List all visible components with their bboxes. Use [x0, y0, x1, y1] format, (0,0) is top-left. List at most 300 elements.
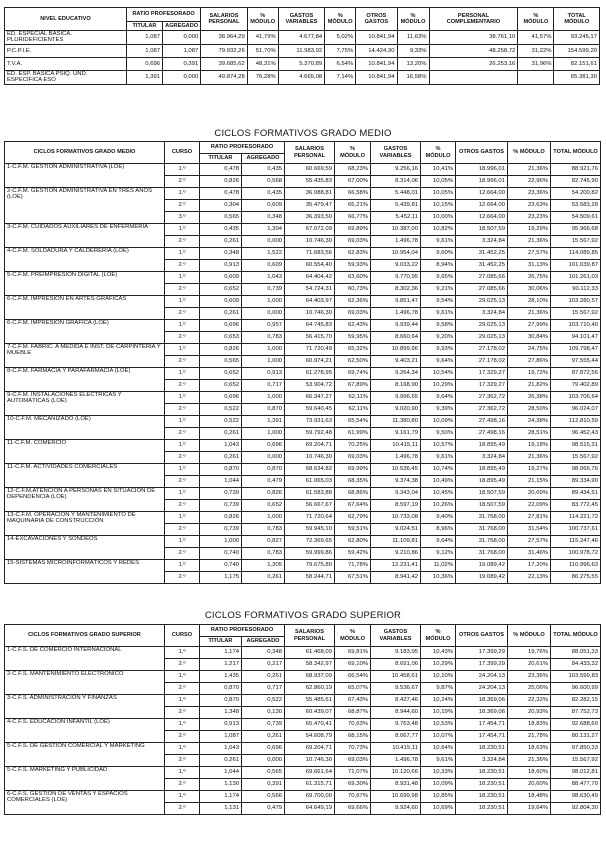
value-cell: 109.798,47 — [551, 344, 601, 356]
value-cell: 20,60% — [508, 779, 551, 791]
curso-cell: 1.º — [165, 743, 200, 755]
value-cell: 0,565 — [242, 767, 285, 779]
value-cell: 62,36% — [335, 296, 371, 308]
value-cell: 72.369,65 — [285, 536, 335, 548]
value-cell: 10,09% — [421, 416, 456, 428]
ciclo-name-cell: 2-C.F.S. MANTENIMIENTO ELECTRÓNICO — [5, 671, 165, 695]
value-cell: 73.931,63 — [285, 416, 335, 428]
header-ratio: RATIO PROFESORADO — [126, 8, 200, 22]
value-cell: 10,36% — [421, 572, 456, 584]
value-cell: 66.347,27 — [285, 392, 335, 404]
value-cell: 0,522 — [242, 695, 285, 707]
curso-cell: 2.º — [165, 755, 200, 767]
value-cell: 0,913 — [200, 719, 242, 731]
value-cell: 66,54% — [335, 671, 371, 683]
value-cell: 19.089,42 — [456, 560, 508, 572]
value-cell: 94.101,47 — [551, 332, 601, 344]
value-cell: 31,13% — [508, 260, 551, 272]
curso-cell: 2.º — [165, 260, 200, 272]
value-cell: 0,696 — [242, 440, 285, 452]
value-cell: 61.583,88 — [285, 488, 335, 500]
curso-cell: 2.º — [165, 500, 200, 512]
header-ratio: RATIO PROFESORADO — [200, 142, 285, 154]
nivel-educativo-table — [4, 7, 600, 85]
table-row — [5, 224, 601, 236]
value-cell: 13,20% — [397, 57, 429, 70]
row-label-cell: ED. ESPECIAL BÁSICA. PLURIDEFICIENTES — [5, 31, 127, 45]
value-cell: 17.329,27 — [456, 368, 508, 380]
value-cell: 9,64% — [421, 356, 456, 368]
value-cell: 64.403,97 — [285, 296, 335, 308]
header-personal-comp: PERSONAL COMPLEMENTARIO — [429, 8, 518, 31]
value-cell: 19,76% — [508, 647, 551, 659]
value-cell: 9,54% — [421, 296, 456, 308]
header-salarios: SALARIOS PERSONAL — [285, 625, 335, 647]
value-cell: 88.477,70 — [551, 779, 601, 791]
value-cell: 28,51% — [508, 428, 551, 440]
value-cell: 0,740 — [200, 548, 242, 560]
ciclo-name-cell: 1-C.F.S. DE COMERCIO INTERNACIONAL — [5, 647, 165, 671]
value-cell: 61.315,71 — [285, 779, 335, 791]
header-titular: TITULAR — [200, 154, 242, 164]
value-cell: 9.264,34 — [371, 368, 421, 380]
value-cell: 8.427,46 — [371, 695, 421, 707]
value-cell: 11,02% — [421, 560, 456, 572]
value-cell: 31.768,00 — [456, 536, 508, 548]
value-cell: 19,64% — [508, 803, 551, 815]
value-cell: 10.899,96 — [371, 344, 421, 356]
value-cell: 18.996,01 — [456, 176, 508, 188]
value-cell: 67,00% — [335, 176, 371, 188]
value-cell: 1,435 — [200, 671, 242, 683]
value-cell: 21,82% — [508, 380, 551, 392]
value-cell: 64.404,42 — [285, 272, 335, 284]
header-ciclo: CICLOS FORMATIVOS GRADO SUPERIOR — [5, 625, 165, 647]
value-cell: 8,94% — [421, 260, 456, 272]
value-cell: 10.415,11 — [371, 743, 421, 755]
value-cell: 18.230,51 — [456, 767, 508, 779]
value-cell: 11,63% — [397, 31, 429, 45]
value-cell: 0,391 — [163, 57, 201, 70]
value-cell: 4.677,84 — [278, 31, 324, 45]
value-cell: 22,13% — [508, 572, 551, 584]
value-cell: 58.244,71 — [285, 572, 335, 584]
value-cell: 49.874,28 — [201, 70, 247, 84]
value-cell: 24.204,13 — [456, 683, 508, 695]
value-cell: 87.872,56 — [551, 368, 601, 380]
value-cell: 24,38% — [508, 416, 551, 428]
value-cell: 18,60% — [508, 767, 551, 779]
value-cell: 9,60% — [421, 248, 456, 260]
value-cell: 10.387,00 — [371, 224, 421, 236]
value-cell: 9.020,90 — [371, 404, 421, 416]
value-cell: 114.221,72 — [551, 512, 601, 524]
value-cell: 20,69% — [508, 488, 551, 500]
curso-cell: 2.º — [165, 236, 200, 248]
header-titular: TITULAR — [200, 637, 242, 647]
value-cell: 1.496,78 — [371, 308, 421, 320]
value-cell: 1,522 — [242, 248, 285, 260]
value-cell: 9,61% — [421, 308, 456, 320]
header-gastos: GASTOS VARIABLES — [371, 142, 421, 164]
value-cell: 12.664,00 — [456, 212, 508, 224]
header-agregado: AGREGADO — [163, 22, 201, 31]
value-cell: 103.710,40 — [551, 320, 601, 332]
value-cell: 59.640,45 — [285, 404, 335, 416]
value-cell: 48,31% — [247, 57, 278, 70]
value-cell: 0,696 — [126, 57, 162, 70]
table-row — [5, 647, 601, 659]
value-cell: 59.945,10 — [285, 524, 335, 536]
value-cell: 66,58% — [335, 188, 371, 200]
ciclo-name-cell: 2-C.F.M. GESTIÓN ADMINISTRATIVA EN TRES AÑOS (LOE) — [5, 188, 165, 224]
value-cell: 0,826 — [242, 488, 285, 500]
value-cell: 8.944,60 — [371, 707, 421, 719]
value-cell: 68,87% — [335, 707, 371, 719]
value-cell: 66,77% — [335, 212, 371, 224]
value-cell: 38.964,29 — [201, 31, 247, 45]
value-cell: 59,93% — [335, 260, 371, 272]
value-cell: 4.665,08 — [278, 70, 324, 84]
ciclo-name-cell: 6-C.F.M. IMPRESIÓN EN ARTES GRÁFICAS — [5, 296, 165, 320]
value-cell: 27.498,16 — [456, 428, 508, 440]
curso-cell: 1.º — [165, 440, 200, 452]
ciclo-name-cell: 11-C.F.M. COMERCIO — [5, 440, 165, 464]
value-cell: 10,69% — [421, 803, 456, 815]
value-cell: 110.996,63 — [551, 560, 601, 572]
curso-cell: 1.º — [165, 164, 200, 176]
value-cell: 60,73% — [335, 284, 371, 296]
curso-cell: 1.º — [165, 188, 200, 200]
value-cell: 71.683,56 — [285, 248, 335, 260]
value-cell: 10,24% — [421, 695, 456, 707]
value-cell: 3.324,84 — [456, 236, 508, 248]
value-cell: 17.454,71 — [456, 719, 508, 731]
section-title-superior: CICLOS FORMATIVOS GRADO SUPERIOR — [204, 610, 402, 621]
value-cell: 88.051,33 — [551, 647, 601, 659]
value-cell: 27.362,72 — [456, 404, 508, 416]
value-cell: 82.282,15 — [551, 695, 601, 707]
value-cell: 8.691,06 — [371, 659, 421, 671]
value-cell: 8.314,06 — [371, 176, 421, 188]
value-cell: 10,05% — [421, 188, 456, 200]
value-cell: 9.763,48 — [371, 719, 421, 731]
value-cell: 27.178,02 — [456, 344, 508, 356]
value-cell: 82.151,61 — [554, 57, 600, 70]
value-cell: 12.664,00 — [456, 188, 508, 200]
value-cell: 98.630,49 — [551, 791, 601, 803]
value-cell: 27.085,66 — [456, 284, 508, 296]
value-cell: 18.230,51 — [456, 791, 508, 803]
value-cell: 22,96% — [508, 176, 551, 188]
value-cell: 83.772,45 — [551, 500, 601, 512]
value-cell: 1,304 — [242, 224, 285, 236]
value-cell: 62,11% — [335, 392, 371, 404]
value-cell: 36.088,81 — [285, 188, 335, 200]
curso-cell: 2.º — [165, 779, 200, 791]
value-cell: 28,50% — [508, 404, 551, 416]
value-cell: 9,64% — [421, 392, 456, 404]
value-cell: 8.597,19 — [371, 500, 421, 512]
value-cell: 19.089,42 — [456, 572, 508, 584]
value-cell: 0,566 — [242, 791, 285, 803]
value-cell: 22,32% — [508, 695, 551, 707]
value-cell: 9,40% — [421, 512, 456, 524]
value-cell: 0,130 — [242, 707, 285, 719]
value-cell: 92.804,30 — [551, 803, 601, 815]
value-cell: 9,65% — [421, 272, 456, 284]
value-cell: 10,15% — [421, 200, 456, 212]
value-cell: 67,64% — [335, 500, 371, 512]
value-cell: 10.841,94 — [356, 31, 397, 45]
value-cell: 1,305 — [242, 560, 285, 572]
header-curso: CURSO — [165, 625, 200, 647]
curso-cell: 2.º — [165, 356, 200, 368]
value-cell: 1,087 — [163, 44, 201, 57]
value-cell: 10.746,30 — [285, 308, 335, 320]
value-cell: 63,60% — [335, 272, 371, 284]
table-row — [5, 344, 601, 356]
value-cell: 68,23% — [335, 164, 371, 176]
header-total: TOTAL MÓDULO — [551, 142, 601, 164]
value-cell: 67,89% — [335, 380, 371, 392]
value-cell: 53.904,72 — [285, 380, 335, 392]
curso-cell: 1.º — [165, 344, 200, 356]
value-cell: 8.302,36 — [371, 284, 421, 296]
value-cell: 27,81% — [508, 512, 551, 524]
value-cell: 0,913 — [242, 368, 285, 380]
value-cell: 11.109,81 — [371, 536, 421, 548]
ciclo-name-cell: 11-C.F.M. ACTIVIDADES COMERCIALES — [5, 464, 165, 488]
value-cell: 27,57% — [508, 248, 551, 260]
value-cell: 0,652 — [242, 500, 285, 512]
value-cell: 0,261 — [200, 236, 242, 248]
row-label-cell: ED. ESP. BÁSICA PSIQ. UND. ESPECÍFICA ESO — [5, 70, 127, 84]
value-cell: 65,54% — [335, 416, 371, 428]
header-titular: TITULAR — [126, 22, 162, 31]
value-cell: 18,83% — [508, 719, 551, 731]
value-cell: 68.634,82 — [285, 464, 335, 476]
value-cell: 69,89% — [335, 224, 371, 236]
value-cell: 0,000 — [163, 31, 201, 45]
value-cell: 84.433,32 — [551, 659, 601, 671]
header-salarios: SALARIOS PERSONAL — [285, 142, 335, 164]
value-cell: 0,717 — [242, 380, 285, 392]
value-cell: 95.966,68 — [551, 224, 601, 236]
value-cell: 80.131,27 — [551, 731, 601, 743]
value-cell: 61.468,09 — [285, 647, 335, 659]
value-cell: 59,42% — [335, 548, 371, 560]
value-cell: 0,000 — [163, 70, 201, 84]
value-cell: 1,000 — [242, 392, 285, 404]
value-cell: 154.599,20 — [554, 44, 600, 57]
value-cell: 103.280,57 — [551, 296, 601, 308]
value-cell: 62,83% — [335, 248, 371, 260]
curso-cell: 2.º — [165, 476, 200, 488]
value-cell: 71,78% — [335, 560, 371, 572]
table-row — [5, 695, 601, 707]
value-cell: 0,957 — [242, 320, 285, 332]
value-cell: 15.567,92 — [551, 236, 601, 248]
value-cell: 54.724,31 — [285, 284, 335, 296]
value-cell: 100.978,72 — [551, 548, 601, 560]
ciclo-name-cell: 12-C.F.M.ATENCIÓN A PERSONAS EN SITUACIÓN DE DEPENDENCIA (LOE) — [5, 488, 165, 512]
value-cell: 21,15% — [508, 476, 551, 488]
value-cell: 17.399,29 — [456, 659, 508, 671]
value-cell: 82.745,90 — [551, 176, 601, 188]
value-cell: 1,175 — [200, 572, 242, 584]
value-cell: 103.706,64 — [551, 392, 601, 404]
value-cell: 9.536,67 — [371, 683, 421, 695]
value-cell: 9.210,86 — [371, 548, 421, 560]
value-cell: 10,26% — [421, 500, 456, 512]
value-cell: 21,36% — [508, 236, 551, 248]
value-cell: 1,131 — [200, 803, 242, 815]
ciclo-name-cell: 14-EXCAVACIONES Y SONDEOS — [5, 536, 165, 560]
value-cell: 64.649,19 — [285, 803, 335, 815]
section-title-medio: CICLOS FORMATIVOS GRADO MEDIO — [214, 128, 392, 139]
value-cell: 22,09% — [508, 500, 551, 512]
curso-cell: 2.º — [165, 176, 200, 188]
table-row — [5, 368, 601, 380]
value-cell: 6,54% — [325, 57, 356, 70]
header-gastos: GASTOS VARIABLES — [371, 625, 421, 647]
value-cell: 0,261 — [200, 755, 242, 767]
curso-cell: 2.º — [165, 332, 200, 344]
value-cell: 19,72% — [508, 368, 551, 380]
value-cell: 66,21% — [335, 200, 371, 212]
value-cell: 9.033,22 — [371, 260, 421, 272]
value-cell: 0,568 — [242, 176, 285, 188]
ciclo-name-cell: 7-C.F.M. FABRIC. A MEDIDA E INST. DE CARPINTERÍA Y MUEBLE — [5, 344, 165, 368]
value-cell: 59,51% — [335, 524, 371, 536]
value-cell — [518, 70, 554, 84]
value-cell: 70,25% — [335, 440, 371, 452]
header-total: TOTAL MÓDULO — [551, 625, 601, 647]
value-cell: 79.402,89 — [551, 380, 601, 392]
value-cell: 31,46% — [508, 548, 551, 560]
value-cell: 0,261 — [200, 308, 242, 320]
ciclo-name-cell: 4-C.F.S. EDUCACIÓN INFANTIL (LOE) — [5, 719, 165, 743]
curso-cell: 1.º — [165, 296, 200, 308]
value-cell: 69,99% — [335, 464, 371, 476]
curso-cell: 1.º — [165, 272, 200, 284]
value-cell: 27,99% — [508, 320, 551, 332]
value-cell: 62,80% — [335, 536, 371, 548]
table-row — [5, 392, 601, 404]
value-cell: 28,10% — [508, 296, 551, 308]
value-cell: 1,087 — [126, 44, 162, 57]
value-cell: 1,000 — [200, 536, 242, 548]
curso-cell: 2.º — [165, 731, 200, 743]
value-cell: 64.745,83 — [285, 320, 335, 332]
value-cell: 67,43% — [335, 695, 371, 707]
value-cell: 23,63% — [508, 200, 551, 212]
value-cell: 0,609 — [242, 260, 285, 272]
header-pct: % MÓDULO — [508, 142, 551, 164]
ciclo-name-cell: 6-C.F.M. IMPRESIÓN GRÁFICA (LOE) — [5, 320, 165, 344]
table-row — [5, 488, 601, 500]
curso-cell: 1.º — [165, 368, 200, 380]
value-cell: 0,826 — [200, 512, 242, 524]
value-cell: 0,827 — [242, 536, 285, 548]
value-cell: 18,48% — [508, 791, 551, 803]
table-row — [5, 164, 601, 176]
curso-cell: 3.º — [165, 212, 200, 224]
value-cell: 0,261 — [200, 428, 242, 440]
value-cell: 71.720,49 — [285, 344, 335, 356]
value-cell: 0,000 — [242, 452, 285, 464]
header-ciclo: CICLOS FORMATIVOS GRADO MEDIO — [5, 142, 165, 164]
curso-cell: 2.º — [165, 548, 200, 560]
value-cell: 0,783 — [242, 332, 285, 344]
value-cell: 3.324,84 — [456, 755, 508, 767]
value-cell: 0,348 — [242, 212, 285, 224]
value-cell: 0,783 — [242, 524, 285, 536]
value-cell: 10,29% — [421, 380, 456, 392]
value-cell: 1,044 — [200, 476, 242, 488]
value-cell: 10,57% — [421, 440, 456, 452]
value-cell: 1,217 — [200, 659, 242, 671]
curso-cell: 2.º — [165, 803, 200, 815]
value-cell: 0,435 — [242, 164, 285, 176]
table-row — [5, 743, 601, 755]
value-cell: 1,000 — [242, 344, 285, 356]
value-cell: 10,49% — [421, 476, 456, 488]
value-cell: 89.334,90 — [551, 476, 601, 488]
value-cell: 38.761,10 — [429, 31, 518, 45]
value-cell: 0,826 — [200, 344, 242, 356]
value-cell: 25,06% — [508, 683, 551, 695]
header-pct: % MÓDULO — [421, 142, 456, 164]
value-cell: 88.921,76 — [551, 164, 601, 176]
table-row — [5, 296, 601, 308]
value-cell: 9,33% — [397, 44, 429, 57]
value-cell: 10.841,94 — [356, 70, 397, 84]
header-agregado: AGREGADO — [242, 154, 285, 164]
value-cell: 18.230,51 — [456, 803, 508, 815]
value-cell: 61.065,03 — [285, 476, 335, 488]
value-cell: 10.746,30 — [285, 755, 335, 767]
value-cell: 114.089,85 — [551, 248, 601, 260]
value-cell: 70,67% — [335, 791, 371, 803]
header-pct: % MÓDULO — [335, 142, 371, 164]
value-cell: 31.452,25 — [456, 260, 508, 272]
curso-cell: 2.º — [165, 308, 200, 320]
table-row — [5, 719, 601, 731]
value-cell: 31,22% — [518, 44, 554, 57]
value-cell: 10,29% — [421, 659, 456, 671]
value-cell: 10.536,45 — [371, 464, 421, 476]
value-cell: 26.253,16 — [429, 57, 518, 70]
ciclo-name-cell: 9-C.F.M. INSTALACIONES ELÉCTRICAS Y AUTOMÁTICAS (LOE) — [5, 392, 165, 416]
value-cell: 10,00% — [421, 212, 456, 224]
value-cell: 0,652 — [200, 380, 242, 392]
value-cell: 0,913 — [200, 260, 242, 272]
value-cell: 41,57% — [518, 31, 554, 45]
value-cell: 69,03% — [335, 755, 371, 767]
value-cell: 27,57% — [508, 536, 551, 548]
value-cell: 0,435 — [242, 188, 285, 200]
value-cell: 9,93% — [421, 344, 456, 356]
value-cell: 18.895,49 — [456, 476, 508, 488]
header-pct: % MÓDULO — [335, 625, 371, 647]
value-cell: 65.470,41 — [285, 719, 335, 731]
value-cell: 96.600,99 — [551, 683, 601, 695]
value-cell: 55.435,83 — [285, 176, 335, 188]
curso-cell: 2.º — [165, 683, 200, 695]
curso-cell: 2.º — [165, 428, 200, 440]
